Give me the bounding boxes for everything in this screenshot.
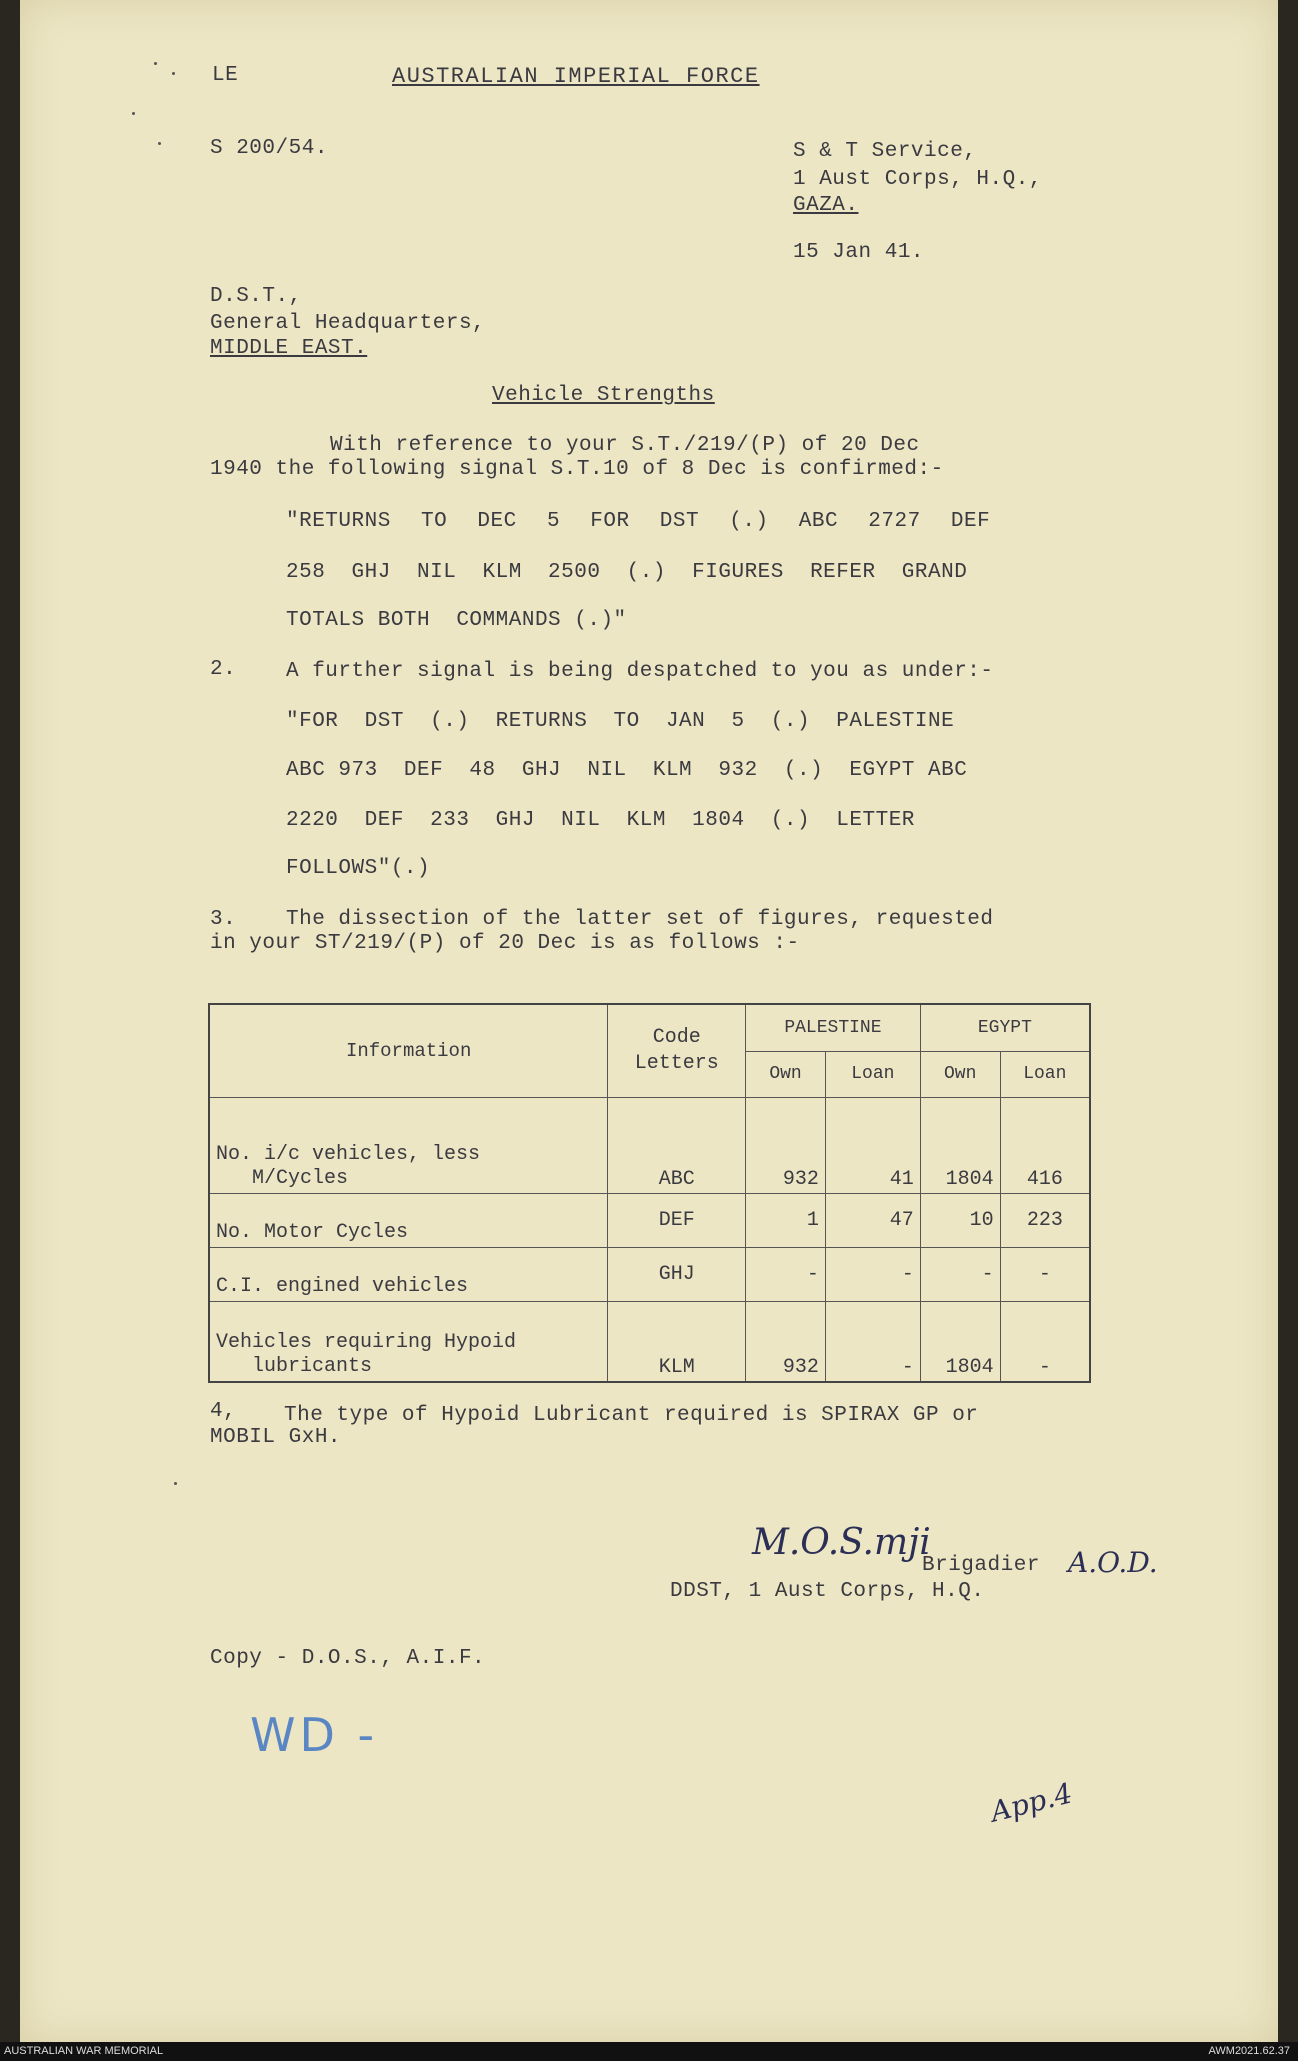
para3-line-2: in your ST/219/(P) of 20 Dec is as follows :-	[210, 932, 800, 955]
sender-line-1: S & T Service,	[793, 140, 977, 163]
row-info-line-1: Vehicles requiring Hypoid	[216, 1331, 517, 1354]
margin-mark	[154, 62, 157, 65]
row-egypt-loan: 223	[1000, 1193, 1090, 1247]
row-palestine-loan: -	[825, 1247, 920, 1301]
footer-institution: AUSTRALIAN WAR MEMORIAL	[4, 2045, 164, 2057]
header-egypt-loan: Loan	[1000, 1051, 1090, 1098]
row-information	[209, 1098, 608, 1193]
footer-accession-number: AWM2021.62.37	[1208, 2045, 1290, 2057]
header-palestine-loan: Loan	[825, 1051, 920, 1098]
signal1-line-2: 258 GHJ NIL KLM 2500 (.) FIGURES REFER GRAND	[286, 561, 968, 584]
document-title: AUSTRALIAN IMPERIAL FORCE	[392, 64, 760, 89]
row-palestine-loan: -	[825, 1302, 920, 1382]
handwritten-rank: A.O.D.	[1068, 1546, 1158, 1579]
row-code: DEF	[608, 1193, 746, 1247]
addressee-line-1: D.S.T.,	[210, 285, 302, 308]
header-egypt-own: Own	[920, 1051, 1000, 1098]
row-palestine-loan: 41	[825, 1098, 920, 1193]
para1-line-2: 1940 the following signal S.T.10 of 8 Dec is confirmed:-	[210, 458, 944, 481]
row-palestine-own: 1	[746, 1193, 826, 1247]
handwritten-signature: M.O.S.mji	[752, 1522, 931, 1563]
signal2-line-1: "FOR DST (.) RETURNS TO JAN 5 (.) PALESTINE	[286, 710, 955, 733]
document-date: 15 Jan 41.	[793, 241, 925, 264]
row-palestine-own: 932	[746, 1098, 826, 1193]
para4-line-1: The type of Hypoid Lubricant required is SPIRAX GP or	[284, 1404, 979, 1427]
row-egypt-loan: -	[1000, 1302, 1090, 1382]
table-row	[209, 1302, 1090, 1382]
row-egypt-own: 10	[920, 1193, 1000, 1247]
signal2-line-3: 2220 DEF 233 GHJ NIL KLM 1804 (.) LETTER	[286, 809, 915, 832]
file-number: S 200/54.	[210, 137, 328, 160]
para2-number: 2.	[210, 658, 237, 681]
para3-line-1: The dissection of the latter set of figures, requested	[286, 908, 994, 931]
addressee-line-2: General Headquarters,	[210, 312, 486, 335]
header-code-line-2: Letters	[634, 1052, 719, 1076]
header-code-line-1: Code	[652, 1026, 701, 1050]
para3-number: 3.	[210, 908, 237, 931]
row-info-line-2: lubricants	[216, 1355, 373, 1378]
row-code: GHJ	[608, 1247, 746, 1301]
row-egypt-own: 1804	[920, 1098, 1000, 1193]
row-info-line-1: No. i/c vehicles, less	[216, 1142, 481, 1166]
reference-code: LE	[212, 64, 239, 87]
header-information: Information	[209, 1004, 608, 1098]
header-egypt: EGYPT	[920, 1004, 1090, 1051]
para2-text: A further signal is being despatched to you as under:-	[286, 660, 994, 683]
row-code: ABC	[608, 1098, 746, 1193]
row-egypt-own: 1804	[920, 1302, 1000, 1382]
row-information: C.I. engined vehicles	[209, 1247, 608, 1301]
signatory-title: DDST, 1 Aust Corps, H.Q.	[670, 1580, 985, 1603]
sender-line-3: GAZA.	[793, 194, 859, 217]
row-info-line-2: M/Cycles	[216, 1166, 349, 1190]
header-code-letters	[608, 1004, 746, 1098]
appendix-annotation: App.4	[987, 1776, 1076, 1829]
row-information: No. Motor Cycles	[209, 1193, 608, 1247]
sender-line-2: 1 Aust Corps, H.Q.,	[793, 168, 1042, 191]
table-row	[209, 1098, 1090, 1193]
header-palestine: PALESTINE	[746, 1004, 921, 1051]
row-palestine-loan: 47	[825, 1193, 920, 1247]
para4-line-2: MOBIL GxH.	[210, 1426, 342, 1449]
blue-pencil-annotation: WD -	[250, 1708, 379, 1762]
signal2-line-4: FOLLOWS"(.)	[286, 857, 431, 880]
row-egypt-loan: 416	[1000, 1098, 1090, 1193]
signal2-line-2: ABC 973 DEF 48 GHJ NIL KLM 932 (.) EGYPT ABC	[286, 759, 968, 782]
subject-heading: Vehicle Strengths	[492, 384, 715, 407]
row-palestine-own: -	[746, 1247, 826, 1301]
row-egypt-own: -	[920, 1247, 1000, 1301]
row-palestine-own: 932	[746, 1302, 826, 1382]
margin-mark	[174, 1482, 177, 1485]
row-egypt-loan: -	[1000, 1247, 1090, 1301]
archive-footer	[0, 2042, 1298, 2061]
row-code: KLM	[608, 1302, 746, 1382]
addressee-line-3: MIDDLE EAST.	[210, 337, 368, 360]
margin-mark	[172, 72, 175, 75]
margin-mark	[132, 112, 135, 115]
para4-number: 4,	[210, 1400, 237, 1423]
table-row	[209, 1247, 1090, 1301]
header-palestine-own: Own	[746, 1051, 826, 1098]
signal1-line-1: "RETURNS TO DEC 5 FOR DST (.) ABC 2727 DEF	[286, 510, 991, 533]
signatory-rank: Brigadier	[922, 1554, 1040, 1577]
copy-to-line: Copy - D.O.S., A.I.F.	[210, 1647, 486, 1670]
table-row	[209, 1193, 1090, 1247]
signal1-line-3: TOTALS BOTH COMMANDS (.)"	[286, 609, 627, 632]
para1-line-1: With reference to your S.T./219/(P) of 20 Dec	[330, 434, 920, 457]
vehicle-strengths-table	[208, 1003, 1091, 1383]
margin-mark	[158, 142, 161, 145]
row-information	[209, 1302, 608, 1382]
